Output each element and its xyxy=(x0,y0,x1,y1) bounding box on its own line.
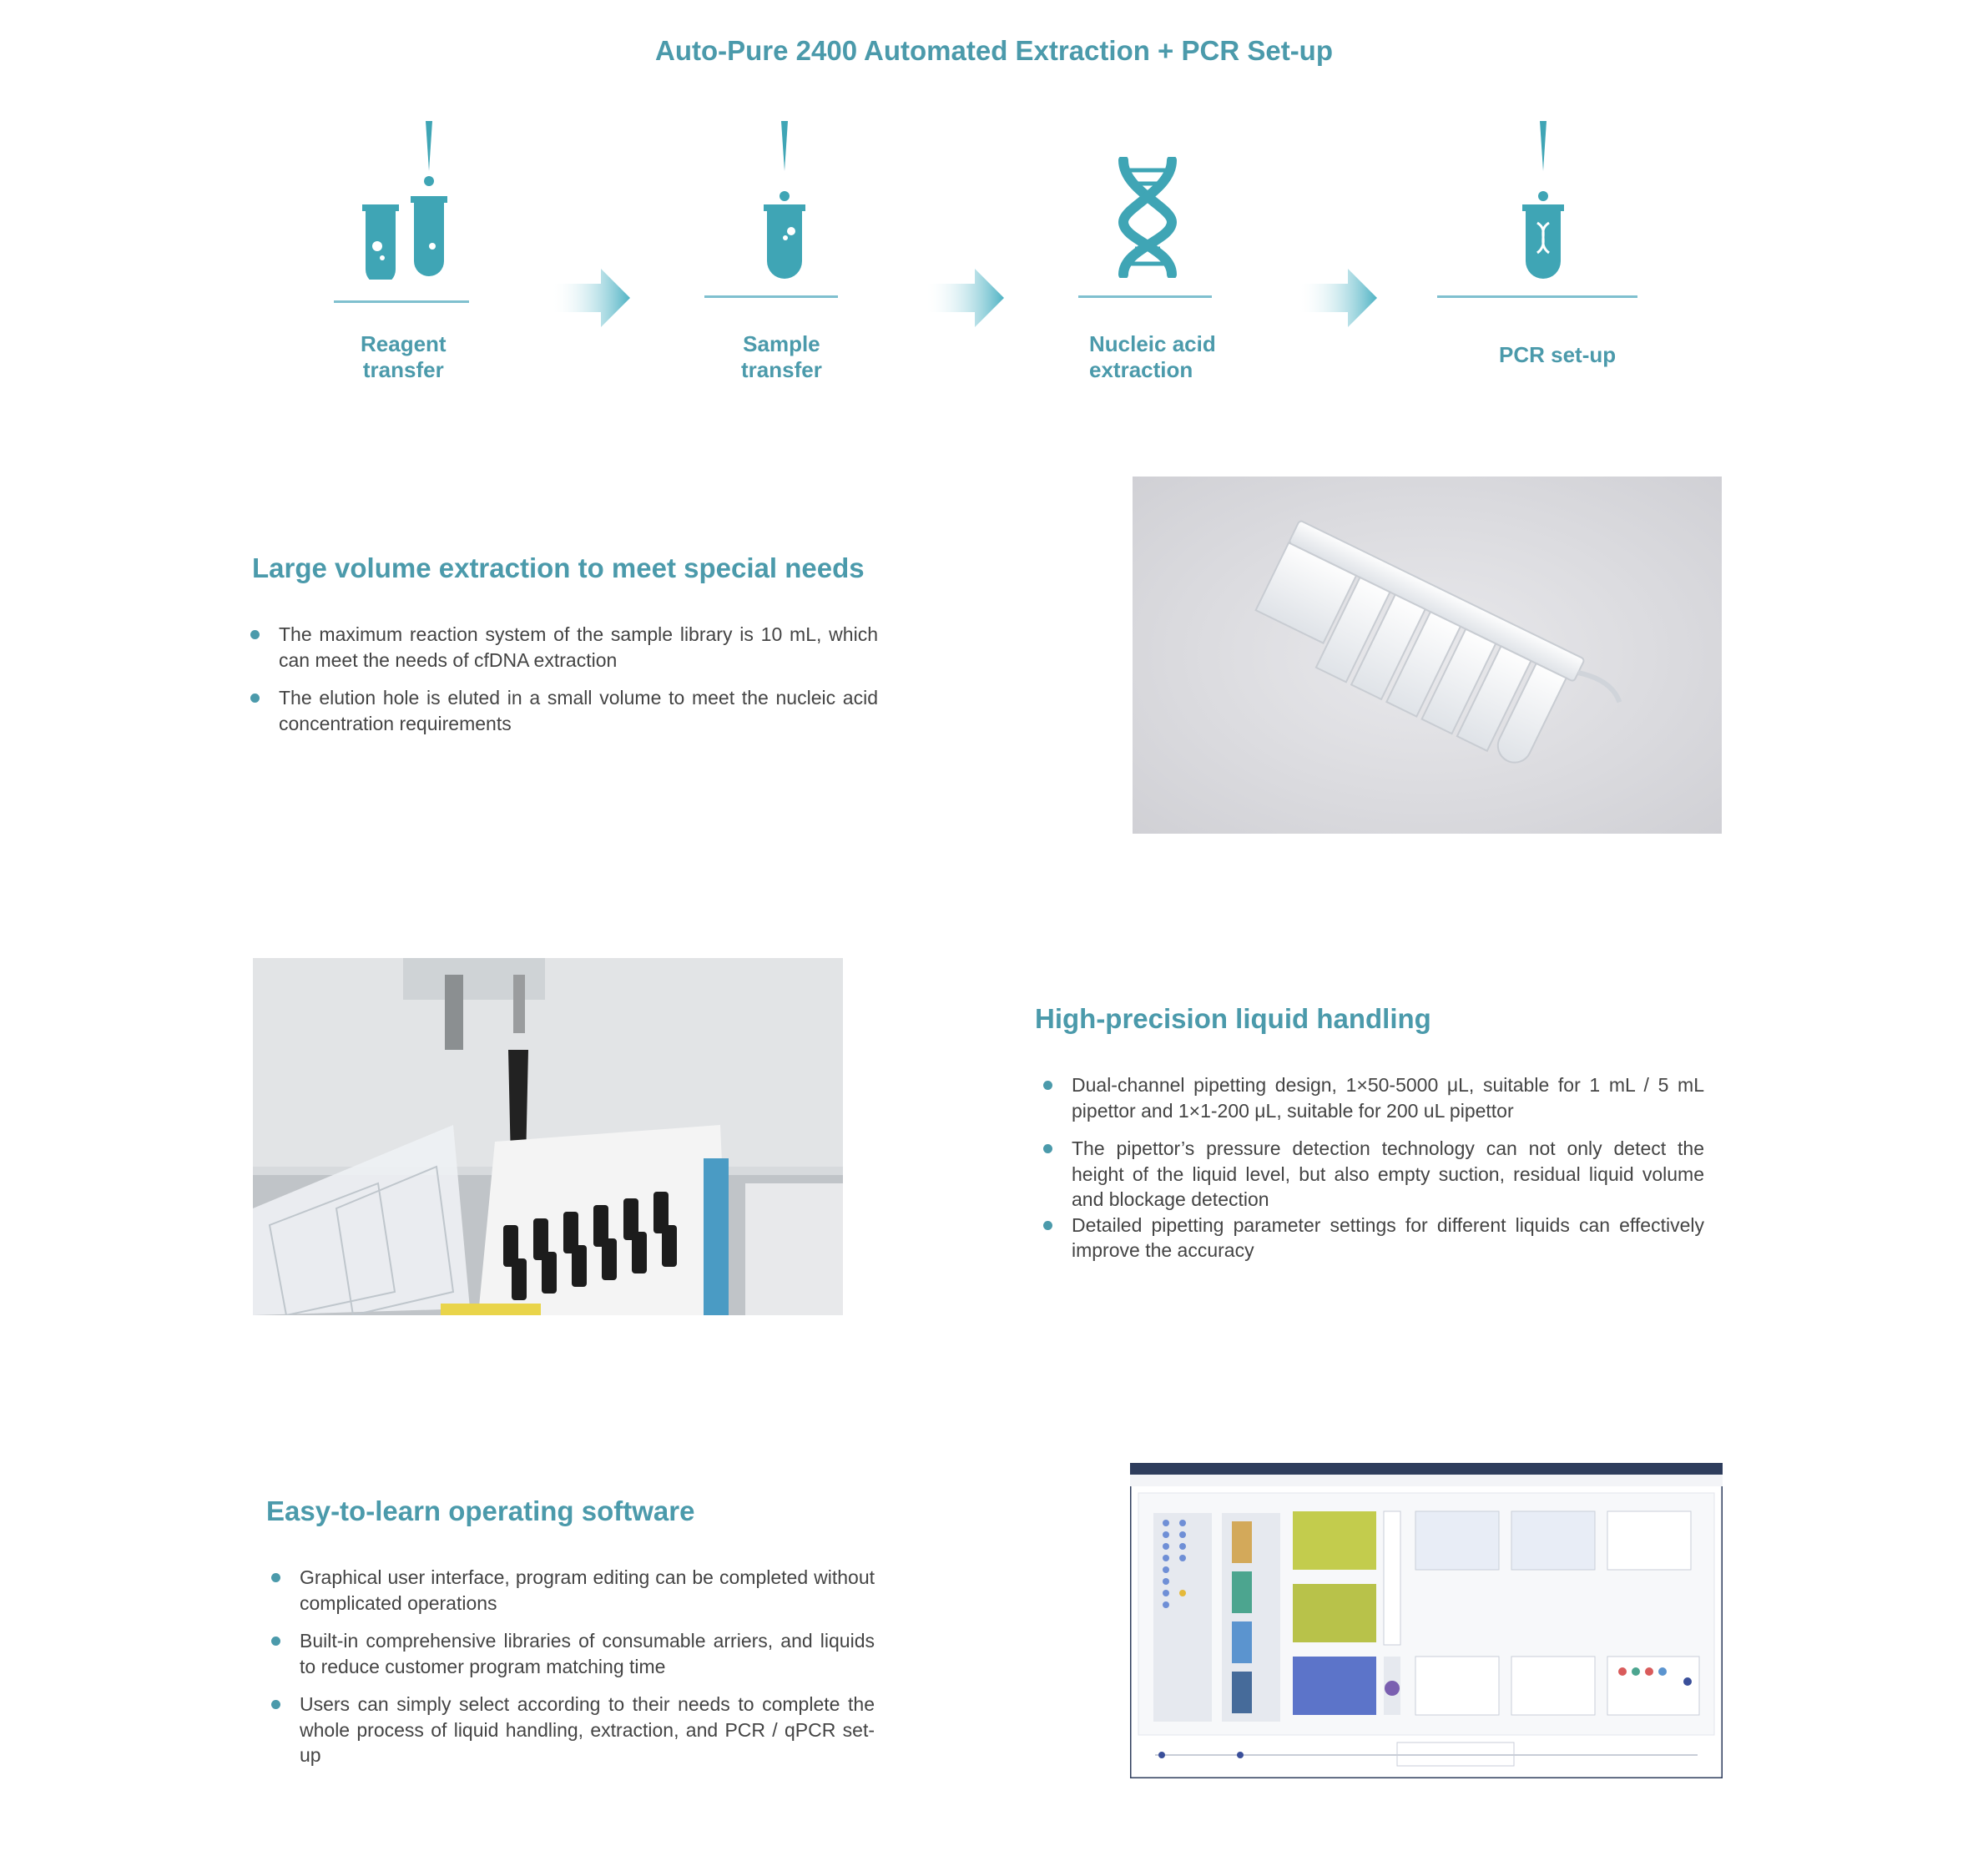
list-item: The pipettor’s pressure detection technology can not only detect the height of the liquid level, but also empty suction, residual liquid volume and blockage detection xyxy=(1043,1136,1704,1213)
section-heading-large-volume: Large volume extraction to meet special needs xyxy=(252,552,865,583)
pcr-tube-icon xyxy=(1514,121,1572,280)
arrow-right-icon xyxy=(1298,269,1377,327)
list-item: Dual-channel pipetting design, 1×50-5000 μL, suitable for 1 mL / 5 mL pipettor and 1×1-200 μL, suitable for 200 uL pipettor xyxy=(1043,1072,1704,1123)
step-underline xyxy=(1437,295,1637,298)
list-item: Built-in comprehensive libraries of consumable arriers, and liquids to reduce customer program matching time xyxy=(271,1628,875,1679)
list-item: Graphical user interface, program editing can be completed without complicated operations xyxy=(271,1565,875,1616)
bullet-list-software xyxy=(271,1565,875,1781)
list-item: Users can simply select according to their needs to complete the whole process of liquid handling, extraction, and PCR / qPCR set-up xyxy=(271,1692,875,1768)
bullet-list-liquid-handling xyxy=(1043,1072,1704,1276)
bullet-dot-icon xyxy=(271,1573,280,1582)
arrow-right-icon xyxy=(925,269,1004,327)
step-label-sample: Sample transfer xyxy=(741,331,822,382)
software-screenshot xyxy=(1130,1463,1723,1778)
bullet-dot-icon xyxy=(250,693,260,703)
list-item: Detailed pipetting parameter settings for different liquids can effectively improve the accuracy xyxy=(1043,1213,1704,1263)
list-item: The elution hole is eluted in a small volume to meet the nucleic acid concentration requirements xyxy=(250,685,878,736)
bullet-dot-icon xyxy=(271,1637,280,1646)
bullet-list-large-volume xyxy=(250,622,878,749)
consumable-strip-photo xyxy=(1133,477,1722,834)
pipetting-workstation-photo xyxy=(253,958,843,1315)
section-heading-software: Easy-to-learn operating software xyxy=(266,1495,695,1526)
bullet-dot-icon xyxy=(1043,1081,1052,1090)
section-heading-liquid-handling: High-precision liquid handling xyxy=(1035,1003,1431,1034)
bullet-dot-icon xyxy=(250,630,260,639)
list-item: The maximum reaction system of the sample library is 10 mL, which can meet the needs of cfDNA extraction xyxy=(250,622,878,673)
sample-tube-icon xyxy=(755,121,814,280)
step-label-reagent: Reagent transfer xyxy=(361,331,447,382)
bullet-dot-icon xyxy=(1043,1144,1052,1153)
dna-helix-icon xyxy=(1117,157,1178,278)
page-title: Auto-Pure 2400 Automated Extraction + PCR Set-up xyxy=(655,35,1333,66)
step-underline xyxy=(334,300,469,303)
step-underline xyxy=(704,295,838,298)
arrow-right-icon xyxy=(551,269,630,327)
bullet-dot-icon xyxy=(1043,1221,1052,1230)
step-label-extraction: Nucleic acid extraction xyxy=(1089,331,1216,382)
bullet-dot-icon xyxy=(271,1700,280,1709)
step-label-pcr: PCR set-up xyxy=(1499,342,1617,367)
reagent-tubes-icon xyxy=(359,121,451,280)
step-underline xyxy=(1078,295,1212,298)
